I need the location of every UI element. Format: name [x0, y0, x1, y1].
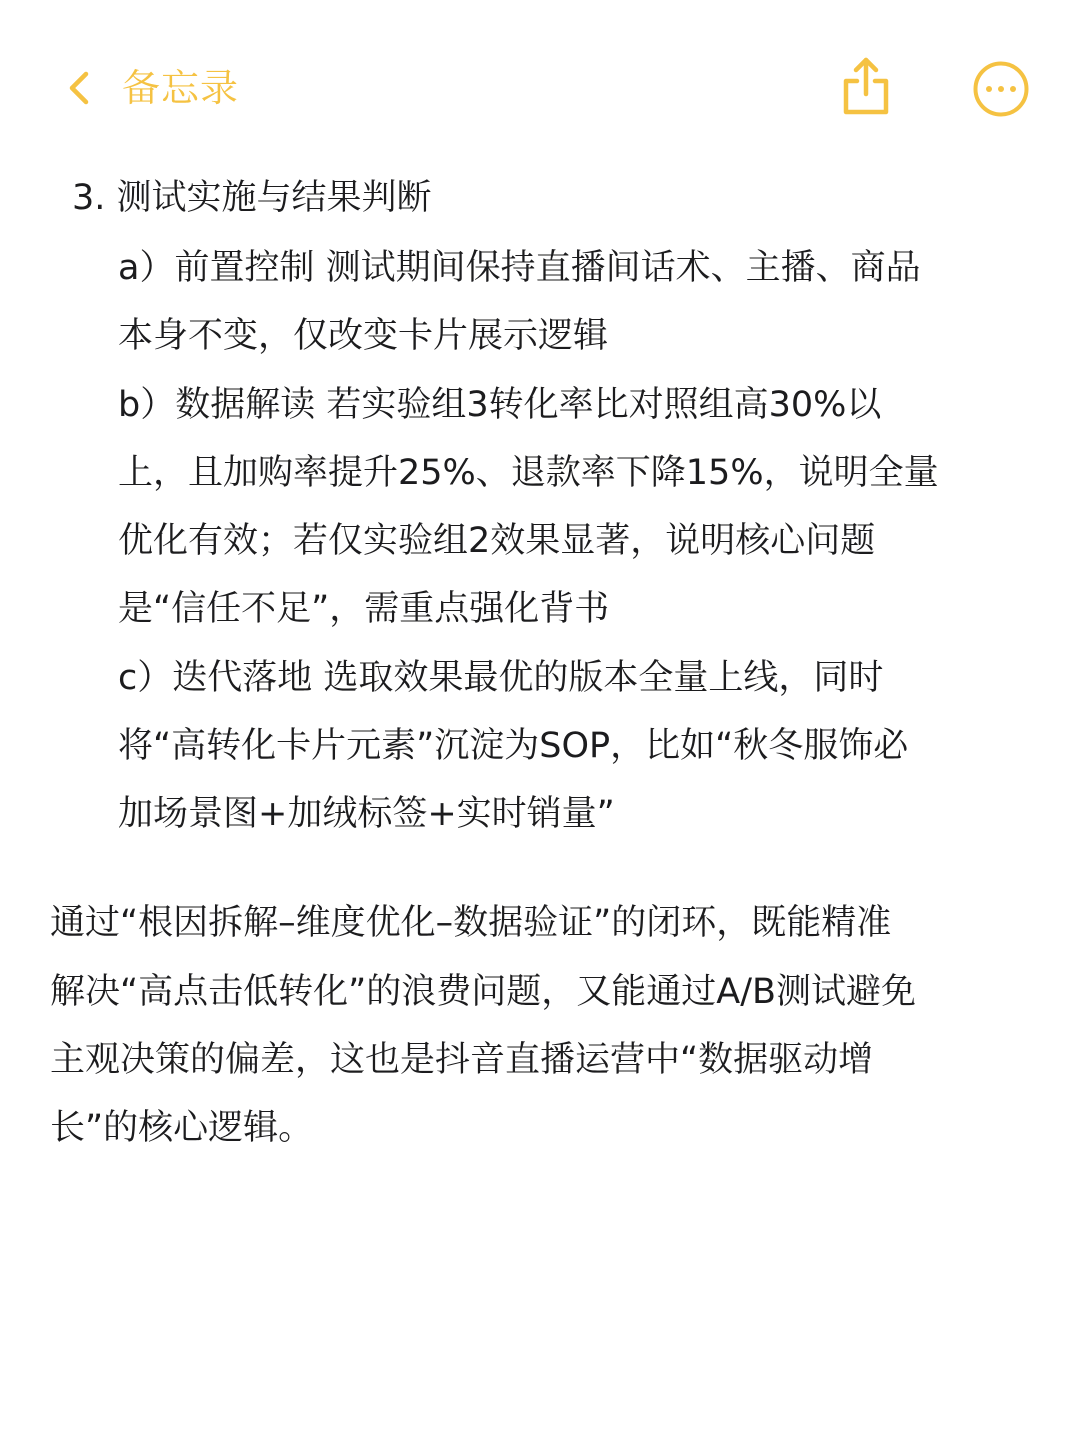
item-b-line-4: 是“信任不足”，需重点强化背书 — [118, 589, 610, 629]
item-a-line-1: a）前置控制 测试期间保持直播间话术、主播、商品 — [118, 248, 921, 288]
item-c-line-2: 将“高转化卡片元素”沉淀为SOP，比如“秋冬服饰必 — [118, 726, 909, 766]
summary-line-1: 通过“根因拆解–维度优化–数据验证”的闭环，既能精准 — [50, 903, 892, 943]
back-label: 备忘录 — [122, 66, 240, 110]
item-b-line-1: b）数据解读 若实验组3转化率比对照组高30%以 — [118, 385, 882, 425]
share-icon — [836, 54, 896, 118]
section-heading: 3. 测试实施与结果判断 — [72, 178, 432, 218]
summary-line-2: 解决“高点击低转化”的浪费问题，又能通过A/B测试避免 — [50, 972, 917, 1012]
navigation-bar — [0, 0, 1080, 150]
back-button[interactable] — [62, 58, 239, 118]
item-c-line-3: 加场景图+加绒标签+实时销量” — [118, 794, 615, 834]
item-b-line-3: 优化有效；若仅实验组2效果显著，说明核心问题 — [118, 521, 876, 561]
summary-line-4: 长”的核心逻辑。 — [50, 1108, 314, 1148]
more-button[interactable] — [972, 60, 1030, 118]
item-a-line-2: 本身不变，仅改变卡片展示逻辑 — [118, 316, 609, 356]
item-c-line-1: c）迭代落地 选取效果最优的版本全量上线，同时 — [118, 658, 884, 698]
share-button[interactable] — [836, 54, 896, 118]
item-b-line-2: 上，且加购率提升25%、退款率下降15%，说明全量 — [118, 453, 939, 493]
ellipsis-circle-icon — [972, 60, 1030, 118]
summary-line-3: 主观决策的偏差，这也是抖音直播运营中“数据驱动增 — [50, 1040, 874, 1080]
chevron-left-icon — [62, 62, 98, 114]
